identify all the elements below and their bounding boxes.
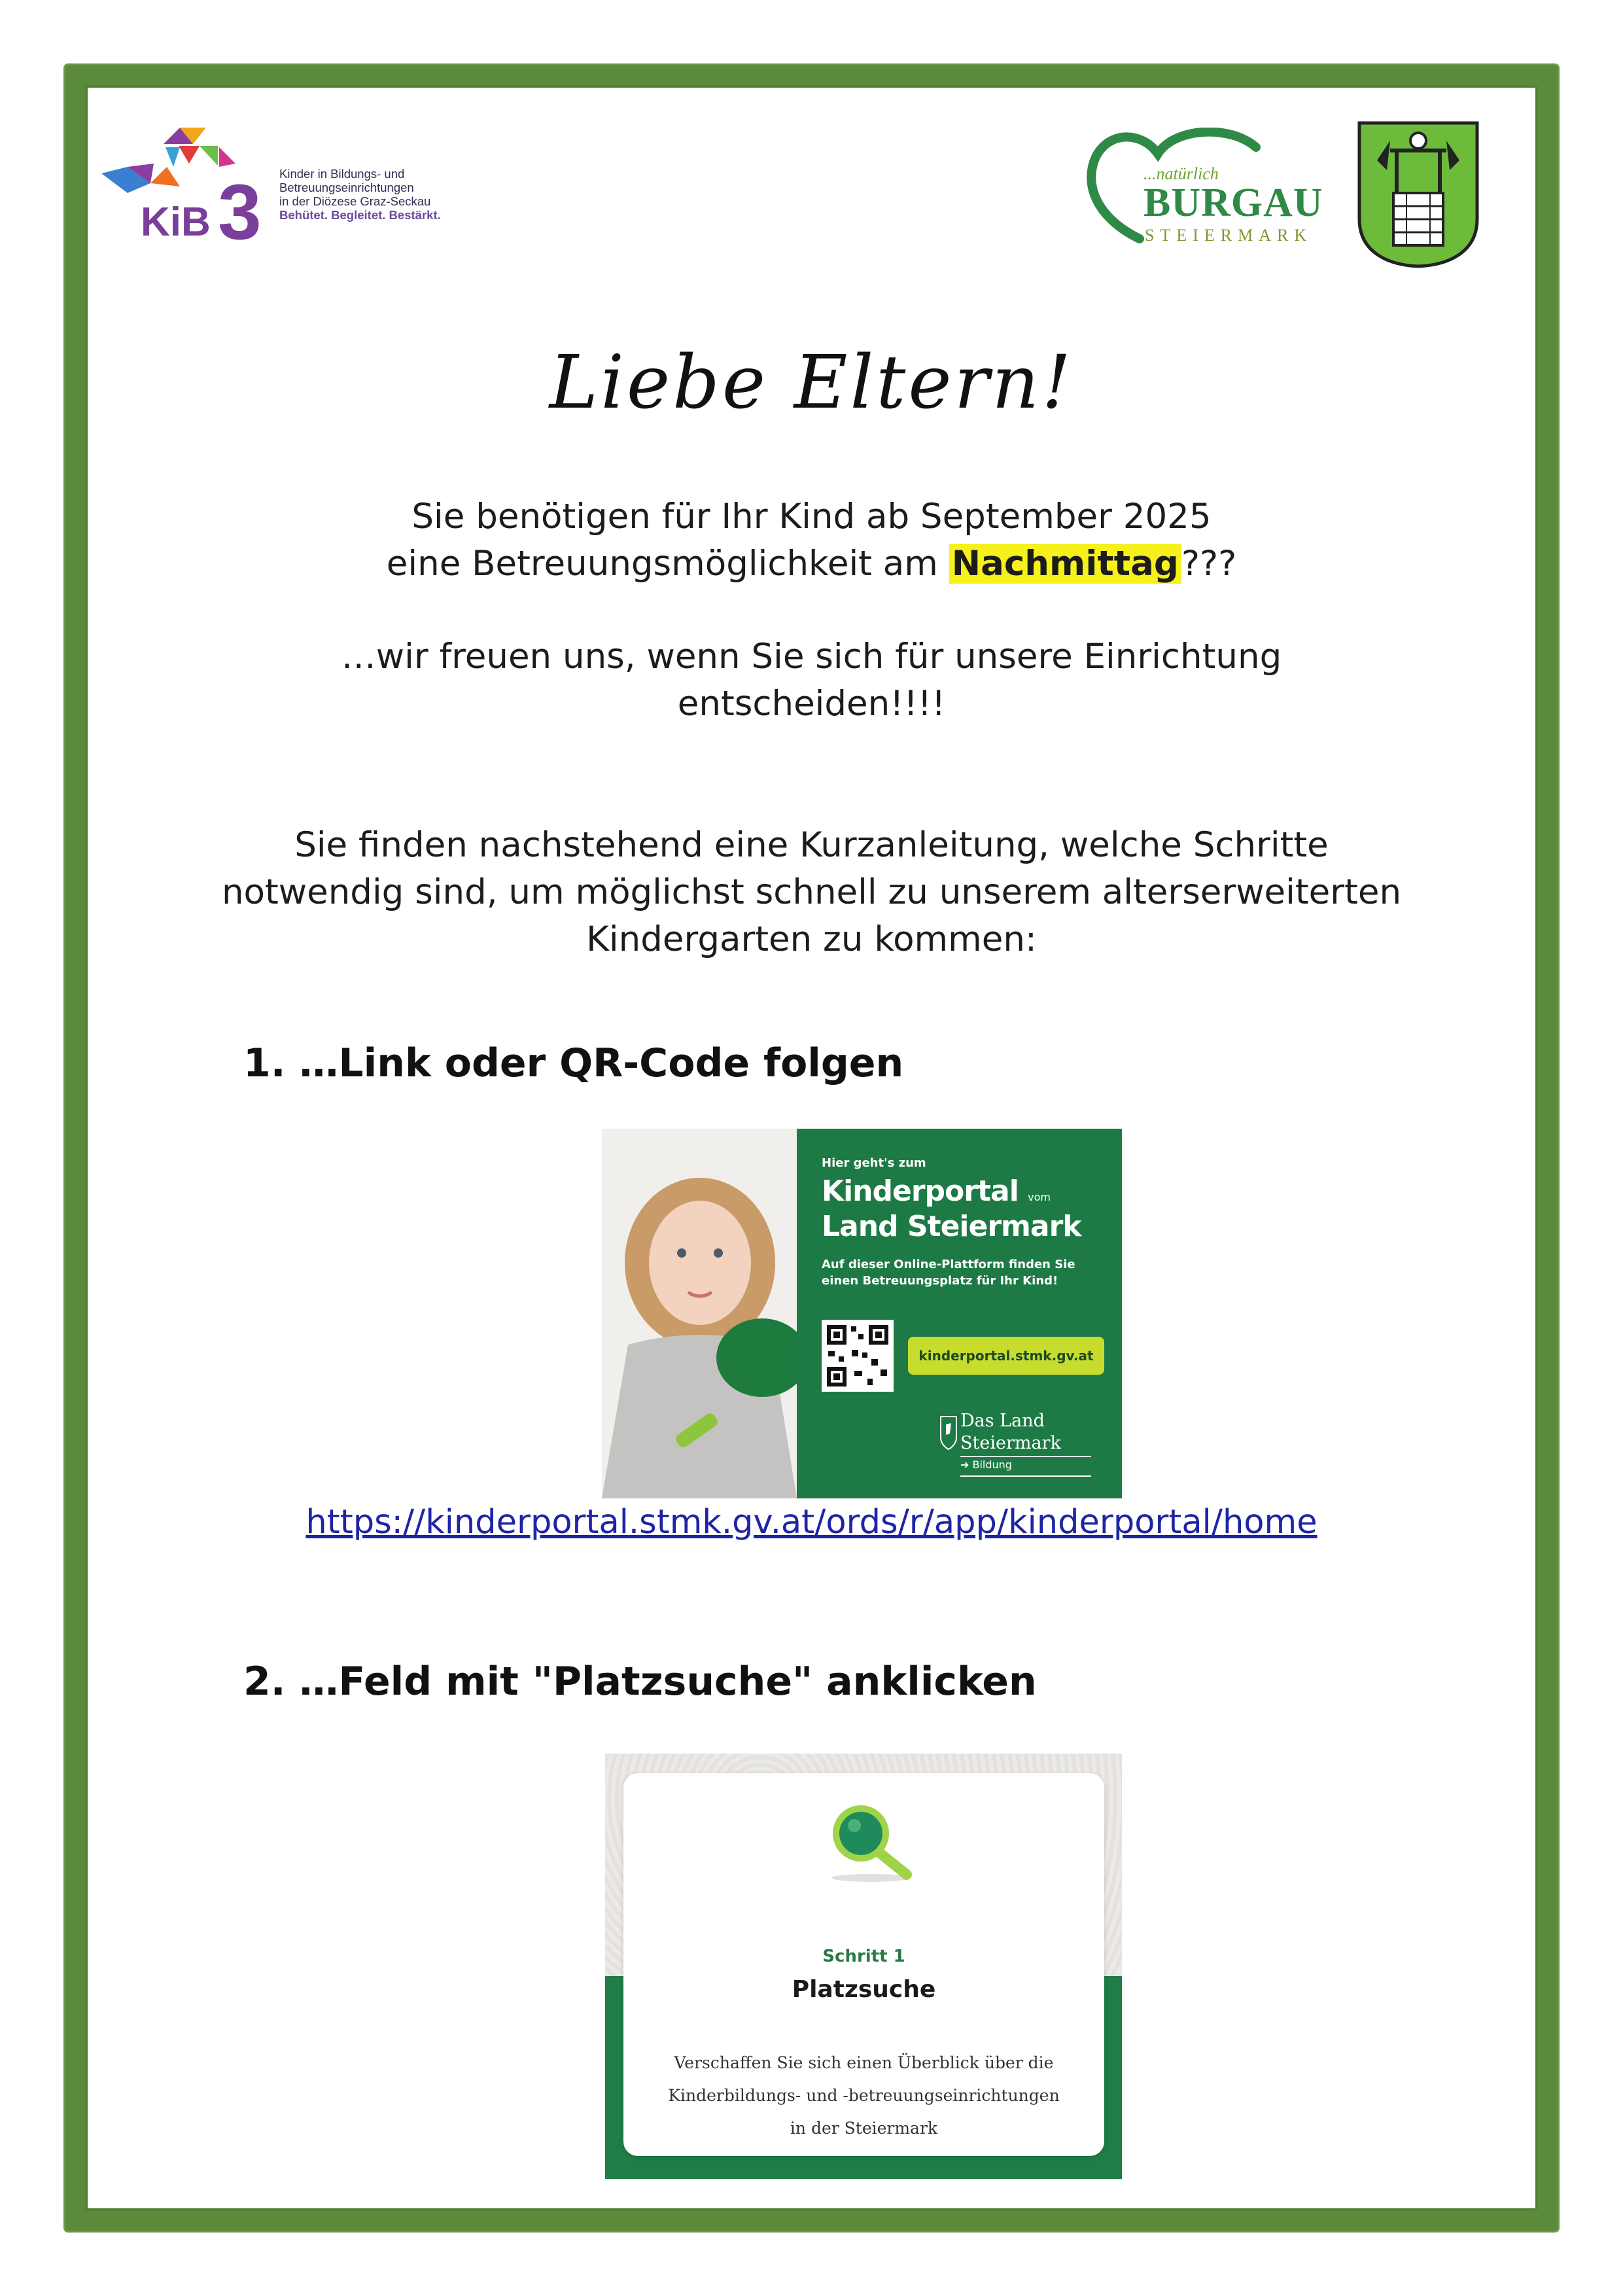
svg-text:KiB: KiB [141, 200, 211, 245]
steiermark-crest-icon [939, 1411, 958, 1451]
burgau-logo [1079, 128, 1328, 258]
land-line-2: Steiermark [960, 1433, 1061, 1453]
step-1-heading: 1. …Link oder QR-Code folgen [243, 1040, 904, 1086]
burgau-name: BURGAU [1143, 181, 1323, 225]
invite-paragraph [0, 633, 1623, 728]
intro-paragraph [0, 493, 1623, 588]
card-description: Verschaffen Sie sich einen Überblick über die Kinderbildungs- und -betreuungseinrichtungen in der Steiermark [668, 2053, 1060, 2138]
kib3-logo-text [279, 167, 441, 222]
instructions-line-3: Kindergarten zu kommen: [586, 919, 1037, 959]
kib3-logo [101, 128, 481, 245]
instructions-line-1: Sie finden nachstehend eine Kurzanleitung, welche Schritte [294, 825, 1329, 865]
burgau-crest-icon [1357, 121, 1479, 268]
svg-text:3: 3 [218, 168, 262, 245]
banner-title-line-1 [822, 1174, 1051, 1208]
das-land-steiermark-logo [960, 1410, 1061, 1455]
burgau-region: STEIERMARK [1145, 226, 1313, 245]
step-2-heading: 2. …Feld mit "Platzsuche" anklicken [243, 1659, 1037, 1704]
platzsuche-card[interactable] [623, 1773, 1104, 2156]
intro-line-2-after: ??? [1181, 544, 1237, 584]
divider [960, 1475, 1091, 1477]
divider [960, 1456, 1091, 1457]
instructions-paragraph [0, 822, 1623, 963]
kib3-line-3: in der Diözese Graz-Seckau [279, 194, 431, 208]
card-title: Platzsuche [792, 1976, 936, 2003]
child-photo [602, 1129, 797, 1498]
kib3-line-2: Betreuungseinrichtungen [279, 181, 414, 194]
burgau-small-text: ...natürlich [1143, 164, 1219, 183]
greeting-heading: Liebe Eltern! [549, 340, 1074, 425]
banner-description: Auf dieser Online-Plattform finden Sie einen Betreuungsplatz für Ihr Kind! [822, 1258, 1075, 1288]
banner-bildung: ➔ Bildung [960, 1458, 1012, 1471]
qr-code-icon [822, 1320, 894, 1392]
banner-title-line-2: Land Steiermark [822, 1210, 1081, 1243]
invite-line-2: entscheiden!!!! [677, 684, 946, 724]
land-line-1: Das Land [960, 1411, 1045, 1431]
magnifier-icon [825, 1799, 916, 1884]
banner-vom: vom [1028, 1191, 1051, 1203]
kib3-slogan: Behütet. Begleitet. Bestärkt. [279, 208, 441, 222]
banner-url-badge: kinderportal.stmk.gv.at [908, 1337, 1104, 1375]
card-step-label: Schritt 1 [822, 1947, 905, 1966]
intro-line-1: Sie benötigen für Ihr Kind ab September 2025 [411, 497, 1212, 537]
kib3-logo-mark [101, 128, 273, 245]
highlighted-word: Nachmittag [949, 544, 1181, 584]
kinderportal-banner-image [602, 1129, 1122, 1498]
intro-line-2 [0, 540, 1623, 588]
platzsuche-card-image [605, 1754, 1122, 2179]
instructions-line-2: notwendig sind, um möglichst schnell zu unserem alterserweiterten [221, 872, 1402, 912]
invite-line-1: …wir freuen uns, wenn Sie sich für unsere Einrichtung [341, 637, 1282, 677]
banner-content [797, 1129, 1122, 1498]
intro-line-2-before: eine Betreuungsmöglichkeit am [386, 544, 949, 584]
kib3-line-1: Kinder in Bildungs- und [279, 167, 405, 181]
banner-title-word: Kinderportal [822, 1174, 1019, 1208]
kinderportal-link[interactable]: https://kinderportal.stmk.gv.at/ords/r/app/kinderportal/home [305, 1503, 1318, 1542]
banner-pre-text: Hier geht's zum [822, 1156, 926, 1170]
